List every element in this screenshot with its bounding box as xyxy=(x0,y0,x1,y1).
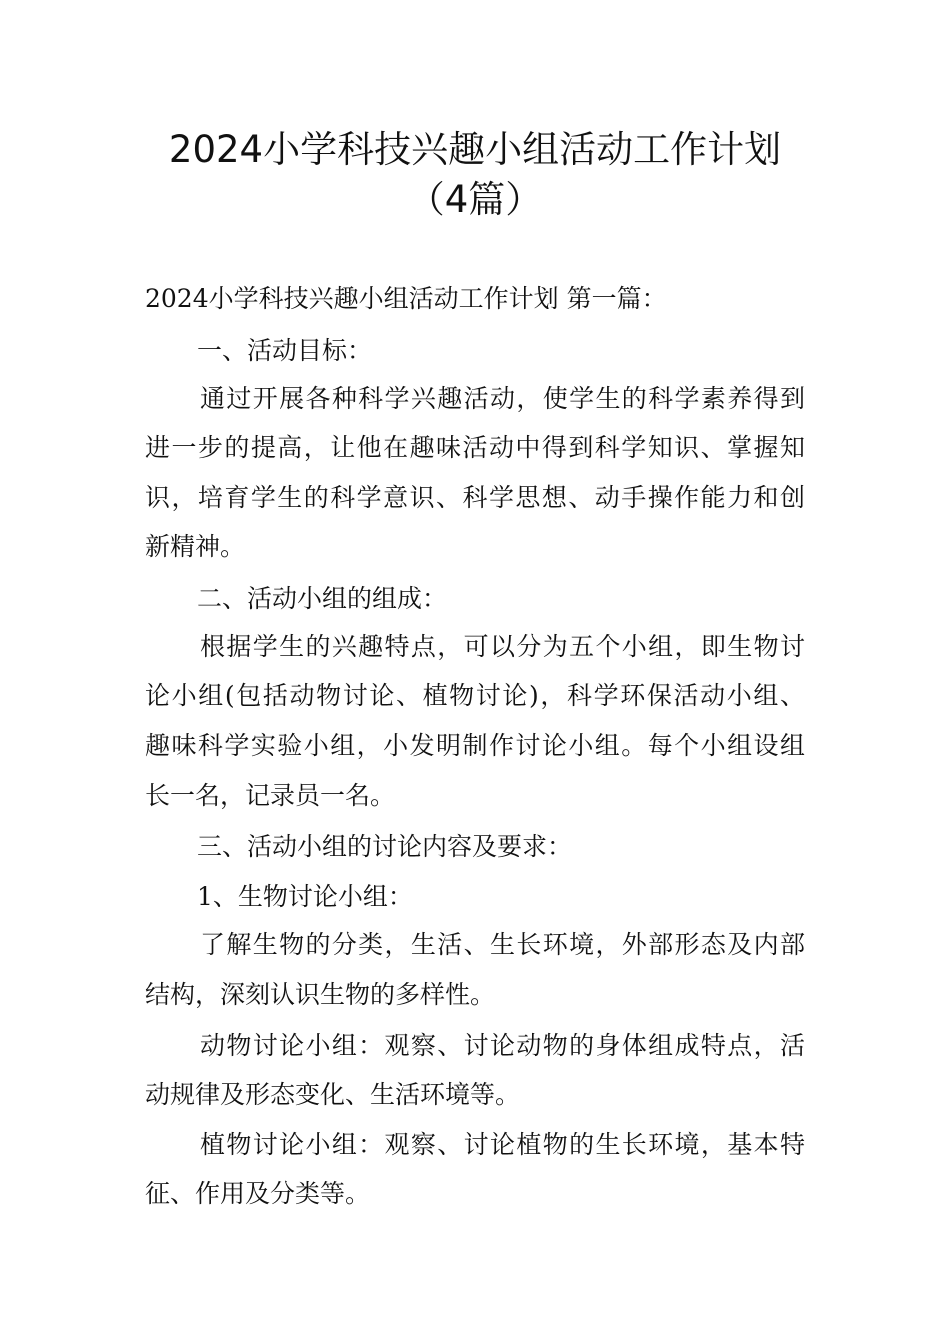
document-title-line-2: （4篇） xyxy=(407,178,543,221)
paragraph-line: 征、作用及分类等。 xyxy=(145,1179,371,1208)
paragraph-line: 趣味科学实验小组，小发明制作讨论小组。每个小组设组 xyxy=(145,731,805,760)
document-title-line-1: 2024小学科技兴趣小组活动工作计划 xyxy=(168,128,782,171)
paragraph-line: 通过开展各种科学兴趣活动，使学生的科学素养得到 xyxy=(200,384,805,413)
paragraph-line: 长一名，记录员一名。 xyxy=(145,781,396,810)
subheading-composition: 二、活动小组的组成： xyxy=(197,584,448,613)
paragraph-line: 论小组(包括动物讨论、植物讨论)，科学环保活动小组、 xyxy=(145,681,805,710)
subheading-goal: 一、活动目标： xyxy=(197,336,373,365)
section-heading: 2024小学科技兴趣小组活动工作计划 第一篇： xyxy=(145,284,667,313)
subheading-content: 三、活动小组的讨论内容及要求： xyxy=(197,832,573,861)
paragraph-line: 新精神。 xyxy=(145,532,246,561)
paragraph-line: 进一步的提高，让他在趣味活动中得到科学知识、掌握知 xyxy=(145,433,805,462)
paragraph-line: 结构，深刻认识生物的多样性。 xyxy=(145,980,496,1009)
paragraph-line: 植物讨论小组：观察、讨论植物的生长环境，基本特 xyxy=(200,1130,805,1159)
paragraph-line: 了解生物的分类，生活、生长环境，外部形态及内部 xyxy=(200,930,805,959)
paragraph-line: 识，培育学生的科学意识、科学思想、动手操作能力和创 xyxy=(145,483,805,512)
subheading-biology: 1、生物讨论小组： xyxy=(197,882,413,911)
paragraph-line: 动物讨论小组：观察、讨论动物的身体组成特点，活 xyxy=(200,1031,805,1060)
paragraph-line: 根据学生的兴趣特点，可以分为五个小组，即生物讨 xyxy=(200,632,805,661)
paragraph-line: 动规律及形态变化、生活环境等。 xyxy=(145,1080,521,1109)
